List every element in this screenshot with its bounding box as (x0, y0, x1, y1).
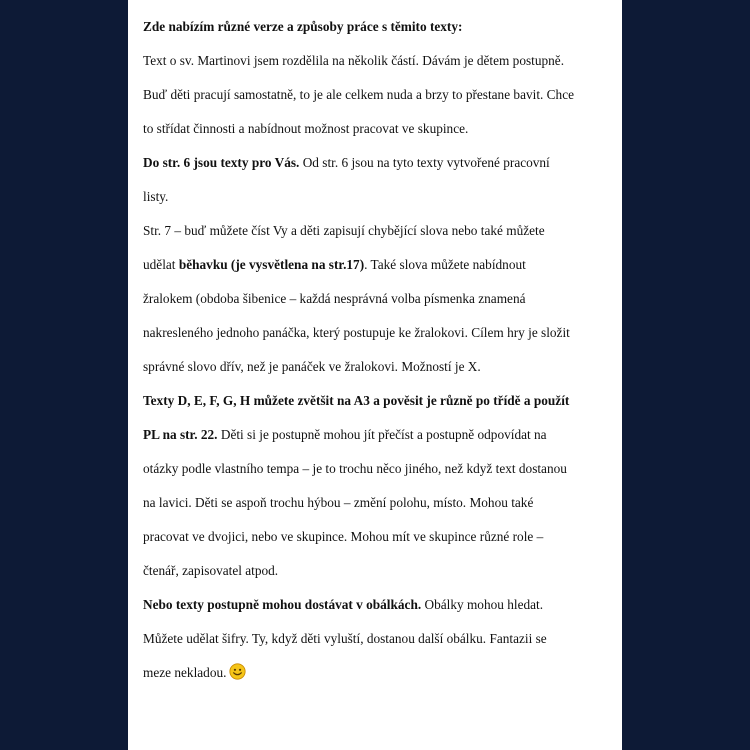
paragraph-line (143, 152, 622, 186)
document-text (143, 16, 622, 696)
paragraph-line: Můžete udělat šifry. Ty, když děti vyluští, dostanou další obálku. Fantazii se (143, 631, 547, 646)
paragraph-line (143, 254, 622, 288)
bold-phrase: běhavku (je vysvětlena na str.17) (178, 257, 365, 272)
paragraph-line: to střídat činnosti a nabídnout možnost pracovat ve skupince. (143, 121, 469, 136)
paragraph-text: Obálky mohou hledat. (421, 597, 544, 612)
paragraph-line: listy. (143, 189, 169, 204)
paragraph-text: Od str. 6 jsou na tyto texty vytvořené pracovní (299, 155, 550, 170)
paragraph-line: žralokem (obdoba šibenice – každá nesprávná volba písmenka znamená (143, 291, 526, 306)
smiley-face-icon (229, 663, 246, 687)
paragraph-line: Buď děti pracují samostatně, to je ale celkem nuda a brzy to přestane bavit. Chce (143, 87, 574, 102)
paragraph-text: Děti si je postupně mohou jít přečíst a postupně odpovídat na (217, 427, 547, 442)
heading-line (143, 16, 622, 50)
paragraph-line: čtenář, zapisovatel atpod. (143, 563, 279, 578)
paragraph-line: na lavici. Děti se aspoň trochu hýbou – změní polohu, místo. Mohou také (143, 495, 534, 510)
paragraph-text: udělat (143, 257, 179, 272)
paragraph-line (143, 594, 622, 628)
paragraph-line (143, 662, 622, 696)
bold-phrase: Nebo texty postupně mohou dostávat v obálkách. (143, 597, 422, 612)
paragraph-line (143, 424, 622, 458)
bold-phrase: Do str. 6 jsou texty pro Vás. (143, 155, 300, 170)
paragraph-line: pracovat ve dvojici, nebo ve skupince. Mohou mít ve skupince různé role – (143, 529, 544, 544)
paragraph-line: otázky podle vlastního tempa – je to trochu něco jiného, než když text dostanou (143, 461, 567, 476)
paragraph-line: Text o sv. Martinovi jsem rozdělila na několik částí. Dávám je dětem postupně. (143, 53, 565, 68)
paragraph-line: nakresleného jednoho panáčka, který postupuje ke žralokovi. Cílem hry je složit (143, 325, 570, 340)
paragraph-line (143, 390, 622, 424)
bold-phrase: PL na str. 22. (143, 427, 218, 442)
paragraph-text: . Také slova můžete nabídnout (364, 257, 526, 272)
paragraph-line: Str. 7 – buď můžete číst Vy a děti zapisují chybějící slova nebo také můžete (143, 223, 545, 238)
heading: Zde nabízím různé verze a způsoby práce s těmito texty: (143, 19, 463, 34)
bold-phrase: Texty D, E, F, G, H můžete zvětšit na A3 a pověsit je různě po třídě a použít (143, 393, 570, 408)
paragraph-line: správné slovo dřív, než je panáček ve žralokovi. Možností je X. (143, 359, 481, 374)
paragraph-text: meze nekladou. (143, 665, 227, 680)
document-page (128, 0, 622, 750)
